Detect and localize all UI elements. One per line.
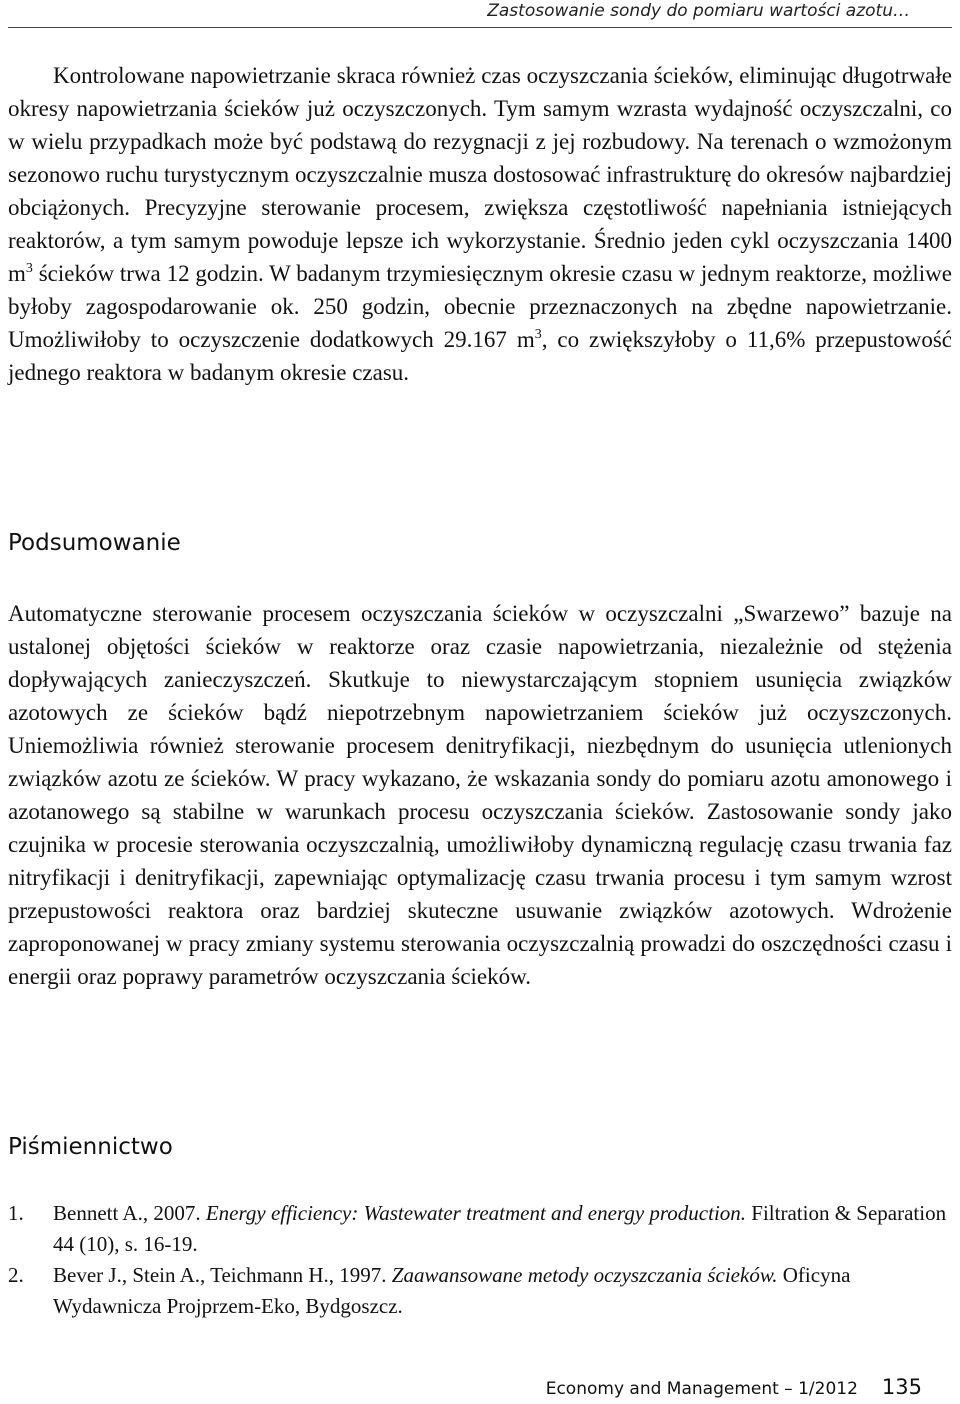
reference-authors: Bennett A., 2007.	[53, 1201, 206, 1225]
running-header: Zastosowanie sondy do pomiaru wartości azotu…	[487, 1, 910, 21]
reference-number: 2.	[8, 1263, 24, 1287]
superscript-cubic: 3	[534, 327, 542, 342]
reference-number: 1.	[8, 1201, 24, 1225]
footer-journal: Economy and Management – 1/2012	[545, 1379, 858, 1399]
page-footer	[546, 1372, 922, 1404]
section-heading-summary: Podsumowanie	[8, 530, 181, 556]
superscript-cubic: 3	[25, 261, 33, 276]
reference-title: Energy efficiency: Wastewater treatment and energy production.	[205, 1201, 747, 1225]
reference-source: Oficyna Wydawnicza Projprzem-Eko, Bydgoszcz.	[53, 1263, 851, 1318]
paragraph-text: ścieków trwa 12 godzin. W badanym trzymiesięcznym okresie czasu w jednym reaktorze, możliwe byłoby zagospodarowanie ok. 250 godzin, obecnie przeznaczonych na zbędne napowietrzanie. Umożliwiłoby to oczyszczenie dodatkowych 29.167 m	[8, 261, 952, 352]
reference-authors: Bever J., Stein A., Teichmann H., 1997.	[53, 1263, 392, 1287]
reference-item	[8, 1260, 952, 1322]
body-paragraph	[8, 59, 952, 389]
reference-list	[8, 1198, 952, 1322]
reference-item	[8, 1198, 952, 1260]
reference-title: Zaawansowane metody oczyszczania ścieków.	[391, 1263, 778, 1287]
reference-source: Filtration & Separation 44 (10), s. 16-19.	[53, 1201, 947, 1256]
summary-paragraph: Automatyczne sterowanie procesem oczyszczania ścieków w oczyszczalni „Swarzewo” bazuje na ustalonej objętości ścieków w reaktorze oraz czasie napowietrzania, niezależnie od stężenia dopływających zanieczyszczeń. Skutkuje to niewystarczającym stopniem usunięcia związków azotowych ze ścieków bądź niepotrzebnym napowietrzaniem ścieków już oczyszczonych. Uniemożliwia również sterowanie procesem denitryfikacji, niezbędnym do usunięcia utlenionych związków azotu ze ścieków. W pracy wykazano, że wskazania sondy do pomiaru azotu amonowego i azotanowego są stabilne w warunkach procesu oczyszczania ścieków. Zastosowanie sondy jako czujnika w procesie sterowania oczyszczalnią, umożliwiłoby dynamiczną regulację czasu trwania faz nitryfikacji i denitryfikacji, zapewniając optymalizację czasu trwania procesu i tym samym wzrost przepustowości reaktora oraz bardziej skuteczne usuwanie związków azotowych. Wdrożenie zaproponowanej w pracy zmiany systemu sterowania oczyszczalnią prowadzi do oszczędności czasu i energii oraz poprawy parametrów oczyszczania ścieków.	[8, 601, 952, 989]
paragraph-text: Kontrolowane napowietrzanie skraca również czas oczyszczania ścieków, eliminując długotrwałe okresy napowietrzania ścieków już oczyszczonych. Tym samym wzrasta wydajność oczyszczalni, co w wielu przypadkach może być podstawą do rezygnacji z jej rozbudowy. Na terenach o wzmożonym sezonowo ruchu turystycznym oczyszczalnie musza dostosować infrastrukturę do okresów najbardziej obciążonych. Precyzyjne sterowanie procesem, zwiększa częstotliwość napełniania istniejących reaktorów, a tym samym powoduje lepsze ich wykorzystanie. Średnio jeden cykl oczyszczania 1400 m	[8, 63, 952, 286]
paragraph-text: , co zwiększyłoby o 11,6% przepustowość jednego reaktora w badanym okresie czasu.	[8, 327, 952, 385]
section-heading-references: Piśmiennictwo	[8, 1134, 173, 1160]
header-divider	[8, 27, 952, 28]
page-number: 135	[881, 1375, 922, 1399]
